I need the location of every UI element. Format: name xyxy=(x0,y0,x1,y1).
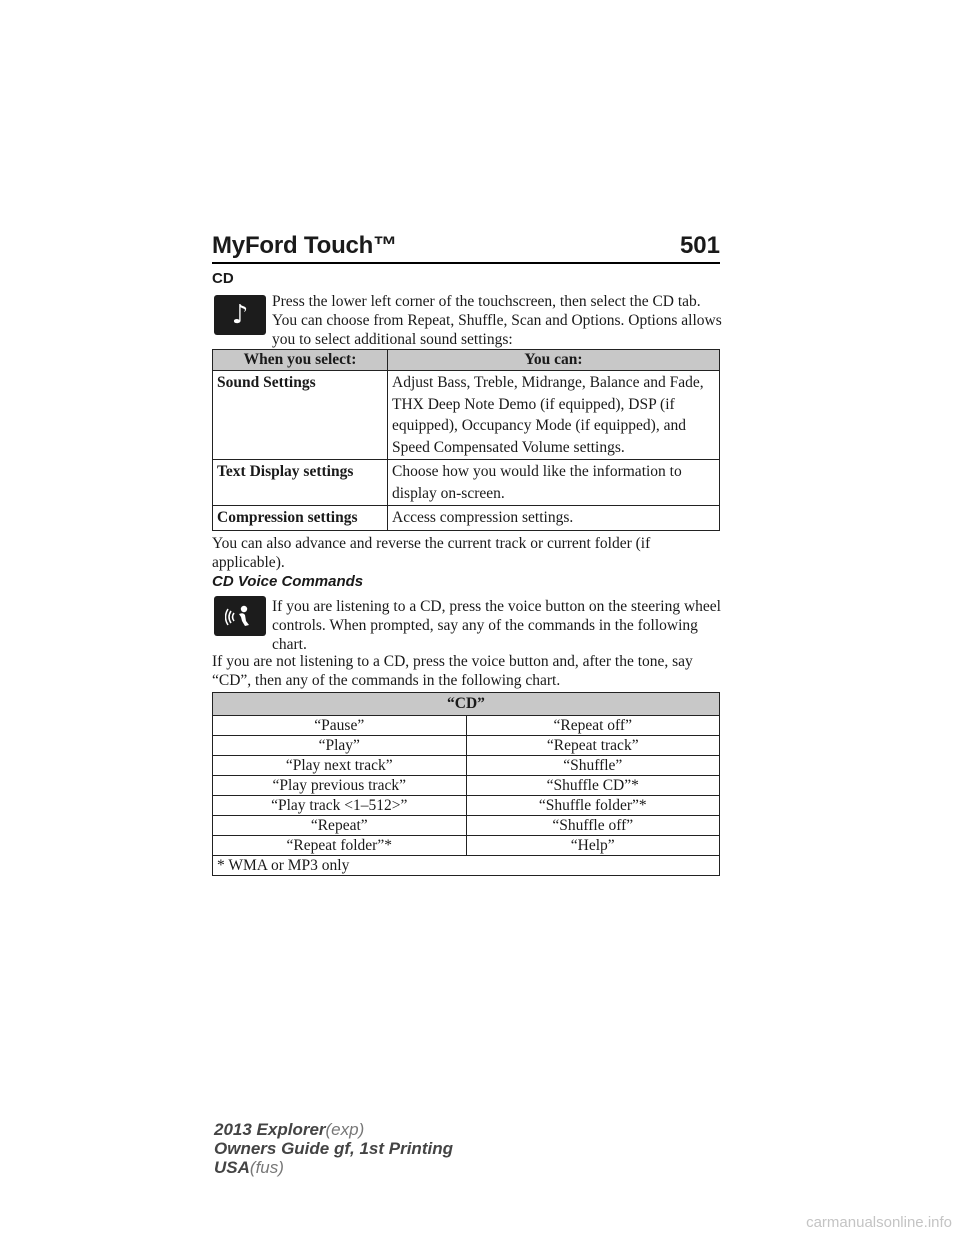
options-table-header-row xyxy=(213,350,720,371)
command-cell: “Repeat” xyxy=(213,816,467,836)
page-number: 501 xyxy=(679,232,720,259)
command-cell: “Repeat folder”* xyxy=(213,836,467,856)
options-table xyxy=(212,349,720,531)
footer-market-code: (fus) xyxy=(249,1158,284,1177)
command-cell: “Play track <1–512>” xyxy=(213,796,467,816)
command-cell: “Shuffle off” xyxy=(466,816,720,836)
footer-line-1 xyxy=(214,1120,453,1139)
command-cell: “Play previous track” xyxy=(213,776,467,796)
footer-model-code: (exp) xyxy=(325,1120,365,1139)
table-row xyxy=(213,836,720,856)
table-row xyxy=(213,756,720,776)
footer-market: USA xyxy=(214,1158,250,1177)
command-cell: “Pause” xyxy=(213,716,467,736)
commands-table-header-row xyxy=(213,693,720,716)
option-description: Adjust Bass, Treble, Midrange, Balance and Fade, THX Deep Note Demo (if equipped), DSP (if equipped), Occupancy Mode (if equipped), and Speed Compensated Volume settings. xyxy=(388,371,720,460)
document-footer xyxy=(214,1120,453,1177)
music-note-icon: ♪ xyxy=(214,295,266,335)
command-cell: “Repeat track” xyxy=(466,736,720,756)
advance-paragraph: You can also advance and reverse the current track or current folder (if applicable). xyxy=(212,535,651,571)
voice-button-icon xyxy=(214,596,266,636)
command-cell: “Shuffle folder”* xyxy=(466,796,720,816)
command-cell: “Help” xyxy=(466,836,720,856)
footer-guide: Owners Guide gf, 1st Printing xyxy=(214,1139,453,1158)
watermark: carmanualsonline.info xyxy=(806,1214,952,1231)
options-table-header-select: When you select: xyxy=(213,350,388,371)
voice-intro-paragraph: If you are listening to a CD, press the voice button on the steering wheel controls. When prompted, say any of the commands in the following chart. xyxy=(272,598,721,653)
footer-line-2 xyxy=(214,1139,453,1158)
option-name: Compression settings xyxy=(213,506,388,531)
table-row xyxy=(213,736,720,756)
footer-line-3 xyxy=(214,1158,453,1177)
section-heading-voice-commands: CD Voice Commands xyxy=(212,573,364,590)
table-row xyxy=(213,796,720,816)
command-cell: “Play” xyxy=(213,736,467,756)
option-name: Sound Settings xyxy=(213,371,388,460)
option-name: Text Display settings xyxy=(213,460,388,506)
page-header xyxy=(212,232,720,260)
table-row xyxy=(213,506,720,531)
table-footnote: * WMA or MP3 only xyxy=(213,856,720,876)
table-row xyxy=(213,816,720,836)
command-cell: “Play next track” xyxy=(213,756,467,776)
cd-intro-paragraph: Press the lower left corner of the touchscreen, then select the CD tab. You can choose from Repeat, Shuffle, Scan and Options. Options allows you to select additional sound settings: xyxy=(272,293,722,348)
option-description: Choose how you would like the information to display on-screen. xyxy=(388,460,720,506)
commands-table xyxy=(212,692,720,876)
section-heading-cd: CD xyxy=(212,270,234,287)
table-note-row xyxy=(213,856,720,876)
table-row xyxy=(213,716,720,736)
footer-model: 2013 Explorer xyxy=(214,1120,326,1139)
command-cell: “Shuffle CD”* xyxy=(466,776,720,796)
command-cell: “Shuffle” xyxy=(466,756,720,776)
option-description: Access compression settings. xyxy=(388,506,720,531)
header-rule xyxy=(212,262,720,264)
not-listening-paragraph: If you are not listening to a CD, press the voice button and, after the tone, say “CD”, then any of the commands in the following chart. xyxy=(212,653,693,689)
command-cell: “Repeat off” xyxy=(466,716,720,736)
table-row xyxy=(213,776,720,796)
page-title: MyFord Touch™ xyxy=(212,232,397,259)
table-row xyxy=(213,371,720,460)
options-table-header-can: You can: xyxy=(388,350,720,371)
table-row xyxy=(213,460,720,506)
commands-table-header: “CD” xyxy=(213,693,720,716)
